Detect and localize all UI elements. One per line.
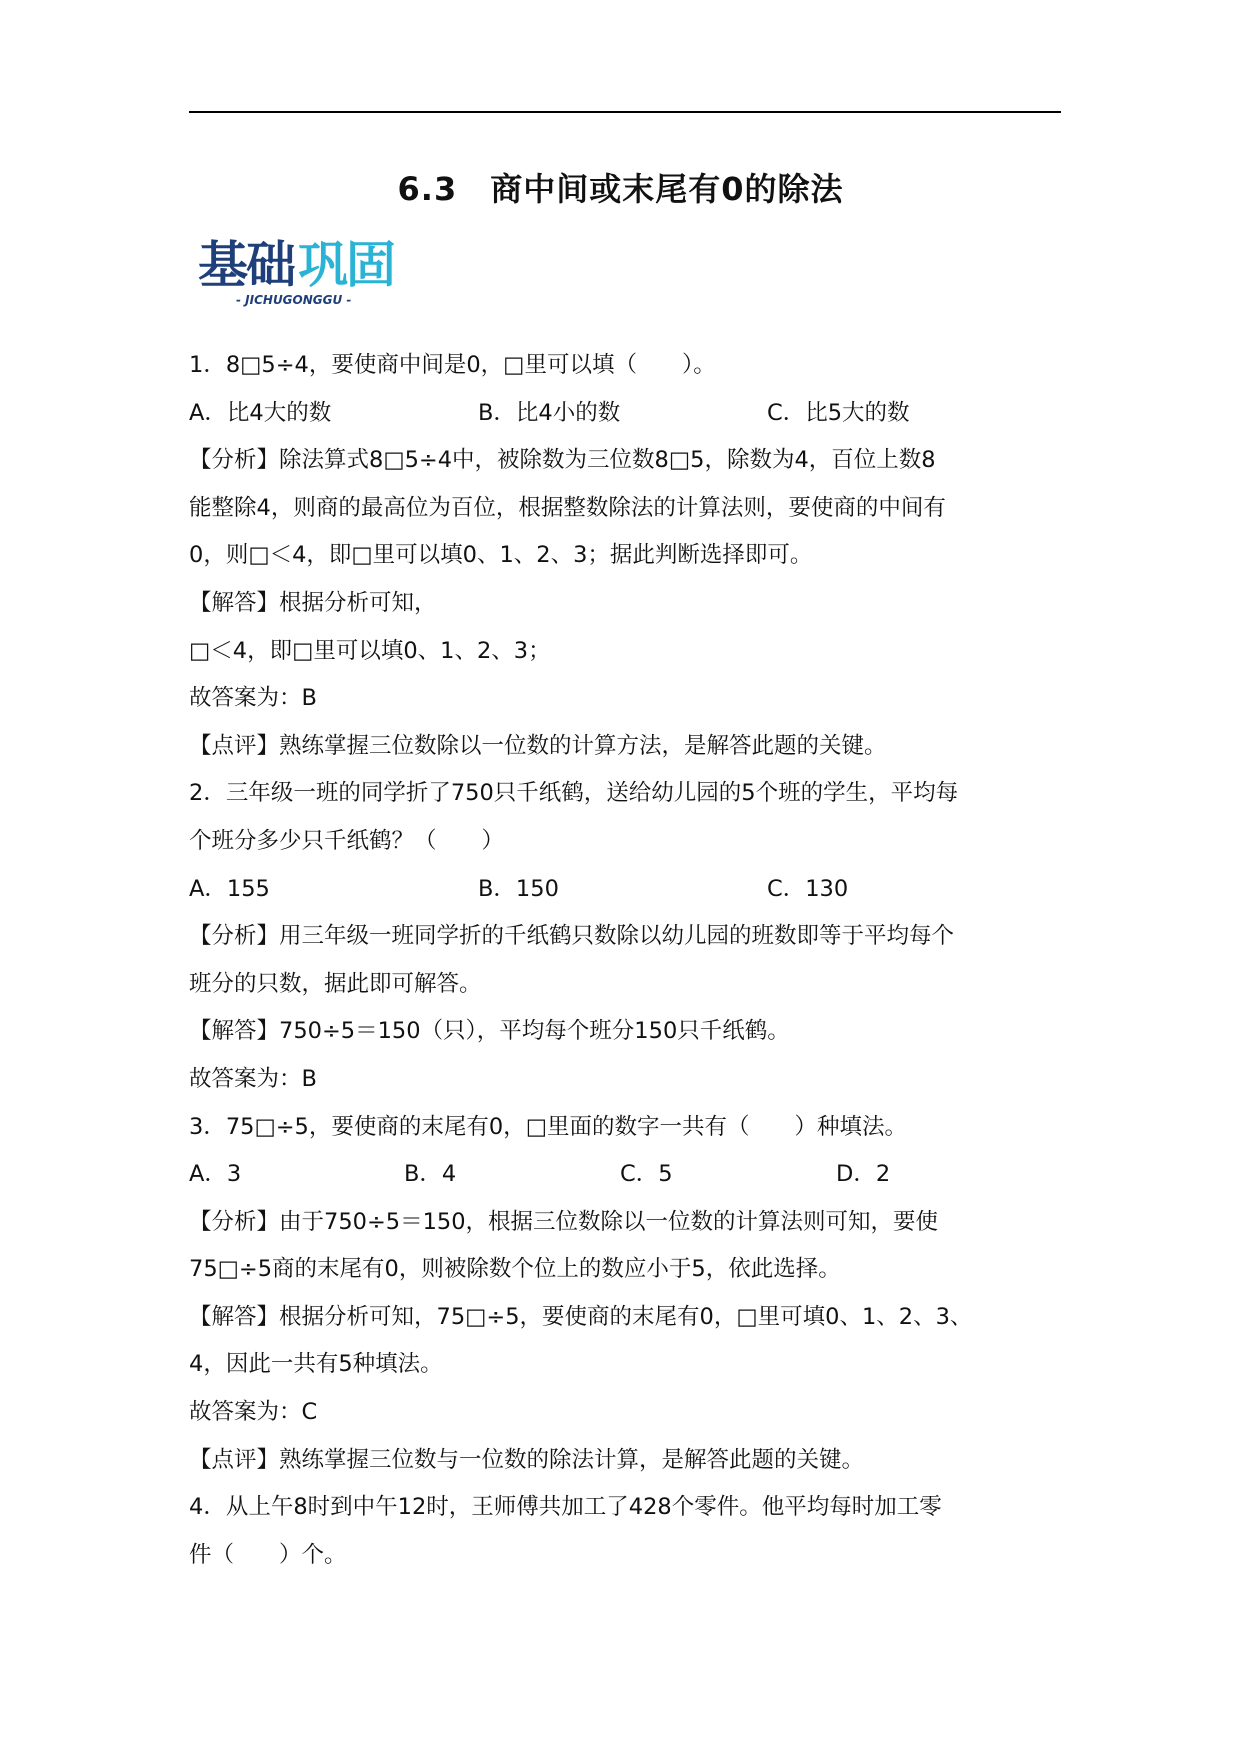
q2-analysis-line: 班分的只数，据此即可解答。 — [189, 970, 482, 997]
q1-comment: 【点评】熟练掌握三位数除以一位数的计算方法，是解答此题的关键。 — [189, 732, 887, 759]
q1-answer-line: 故答案为：B — [189, 685, 317, 712]
q1-answer-line: 【解答】根据分析可知， — [189, 589, 437, 616]
q3-options — [189, 1151, 1059, 1199]
q3-option-d: D．2 — [836, 1161, 891, 1188]
q4-stem-line: 4．从上午8时到中午12时，王师傅共加工了428个零件。他平均每时加工零 — [189, 1494, 942, 1521]
q2-answer-line: 故答案为：B — [189, 1065, 317, 1092]
q2-analysis-line: 【分析】用三年级一班同学折的千纸鹤只数除以幼儿园的班数即等于平均每个 — [189, 923, 955, 950]
q1-analysis-line: 【分析】除法算式8□5÷4中，被除数为三位数8□5，除数为4，百位上数8 — [189, 447, 936, 474]
q1-option-b: B．比4小的数 — [478, 399, 621, 426]
q3-stem: 3．75□÷5，要使商的末尾有0，□里面的数字一共有（ ）种填法。 — [189, 1113, 907, 1140]
q4-stem-line: 件（ ）个。 — [189, 1541, 347, 1568]
q3-option-a: A．3 — [189, 1161, 242, 1188]
section-logo — [198, 232, 418, 308]
q1-stem: 1．8□5÷4，要使商中间是0，□里可以填（ ）。 — [189, 352, 716, 378]
q1-options — [189, 390, 1059, 438]
question-content — [189, 342, 1059, 1579]
q2-option-b: B．150 — [478, 875, 559, 902]
q2-answer-line: 【解答】750÷5＝150（只），平均每个班分150只千纸鹤。 — [189, 1018, 790, 1045]
q2-stem-line: 2．三年级一班的同学折了750只千纸鹤，送给幼儿园的5个班的学生，平均每 — [189, 780, 959, 807]
q2-option-c: C．130 — [767, 875, 849, 902]
q1-answer-line: □＜4，即□里可以填0、1、2、3； — [189, 637, 551, 664]
q1-option-a: A．比4大的数 — [189, 399, 332, 426]
q3-comment: 【点评】熟练掌握三位数与一位数的除法计算，是解答此题的关键。 — [189, 1446, 865, 1473]
q2-stem-line: 个班分多少只千纸鹤？（ ） — [189, 827, 505, 854]
q1-analysis-line: 0，则□＜4，即□里可以填0、1、2、3；据此判断选择即可。 — [189, 542, 813, 569]
q3-answer-line: 4，因此一共有5种填法。 — [189, 1351, 443, 1378]
q3-option-b: B．4 — [404, 1161, 457, 1188]
logo-graphic — [198, 232, 418, 308]
q2-option-a: A．155 — [189, 875, 270, 902]
q3-analysis-line: 75□÷5商的末尾有0，则被除数个位上的数应小于5，依此选择。 — [189, 1256, 841, 1283]
q3-answer-line: 故答案为：C — [189, 1399, 318, 1426]
page-title: 6.3 商中间或末尾有0的除法 — [397, 170, 844, 208]
svg-text:基础: 基础 — [198, 236, 294, 294]
q3-option-c: C．5 — [620, 1161, 673, 1188]
header-rule — [189, 111, 1061, 113]
q1-option-c: C．比5大的数 — [767, 399, 910, 426]
svg-text:巩固: 巩固 — [298, 236, 394, 294]
svg-text:- JICHUGONGGU -: - JICHUGONGGU - — [236, 293, 352, 307]
q3-answer-line: 【解答】根据分析可知，75□÷5，要使商的末尾有0，□里可填0、1、2、3、 — [189, 1303, 973, 1330]
q2-options — [189, 866, 1059, 914]
q3-analysis-line: 【分析】由于750÷5＝150，根据三位数除以一位数的计算法则可知，要使 — [189, 1208, 939, 1235]
q1-analysis-line: 能整除4，则商的最高位为百位，根据整数除法的计算法则，要使商的中间有 — [189, 494, 946, 521]
